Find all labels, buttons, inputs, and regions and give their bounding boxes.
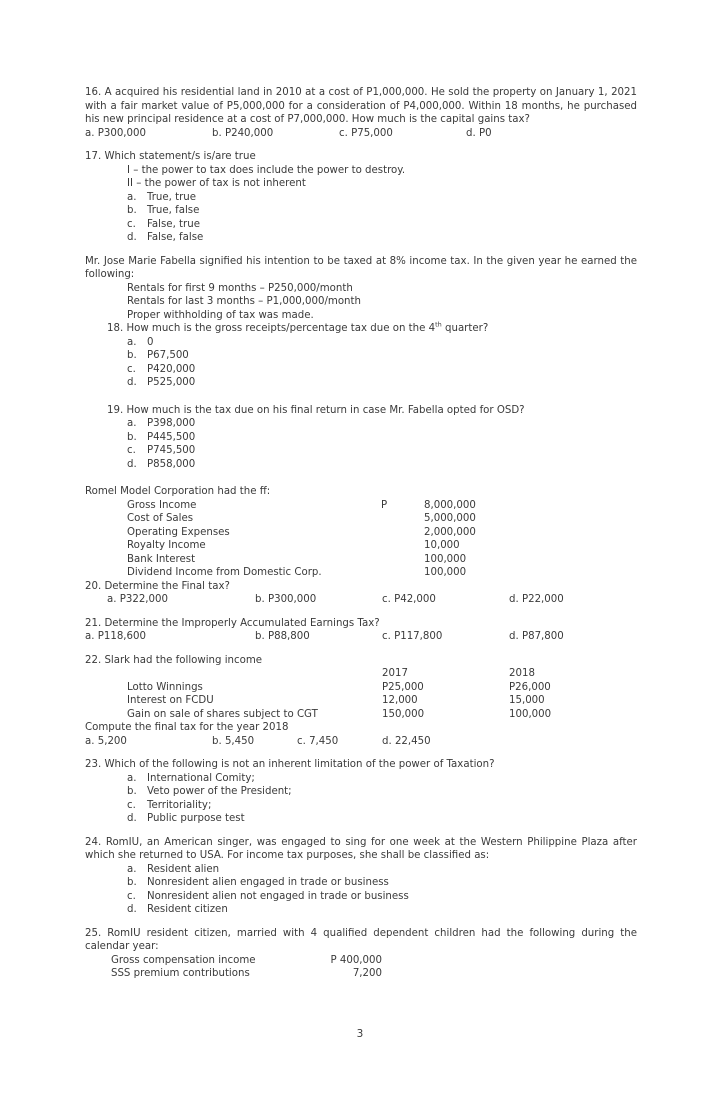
table-row: Gross compensation income P 400,000: [111, 954, 382, 966]
option-b: b. True, false: [127, 205, 200, 216]
option-c: c. False, true: [127, 218, 200, 230]
table-row: Lotto Winnings P25,000 P26,000: [127, 681, 551, 693]
question-25-text: 25. RomIU resident citizen, married with 4 qualified dependent children had the following during the calendar year:: [85, 927, 637, 952]
question-21-options: [85, 630, 637, 644]
fabella-line-1: Rentals for first 9 months – P250,000/month: [127, 282, 353, 294]
option-b: b. P300,000: [255, 594, 317, 605]
option-d: d. P0: [466, 127, 492, 139]
fabella-intro: Mr. Jose Marie Fabella signified his intention to be taxed at 8% income tax. In the given year he earned the following:: [85, 255, 637, 280]
romiu-table: [85, 954, 637, 981]
romel-table: [85, 499, 637, 580]
question-19-options: [85, 417, 637, 471]
option-a: a. P322,000: [107, 594, 168, 605]
option-d: d. 22,450: [382, 735, 431, 747]
table-row: SSS premium contributions 7,200: [111, 968, 382, 979]
question-22-text: 22. Slark had the following income: [85, 654, 263, 666]
question-17-options: [85, 191, 637, 245]
option-c: c. Territoriality;: [127, 799, 212, 811]
option-c: c. P75,000: [339, 127, 393, 139]
option-d: d. P22,000: [509, 594, 564, 605]
question-25: [85, 927, 637, 981]
question-21-text: 21. Determine the Improperly Accumulated Earnings Tax?: [85, 617, 380, 629]
question-20-text: 20. Determine the Final tax?: [85, 580, 230, 592]
question-18-text: 18. How much is the gross receipts/percentage tax due on the 4th quarter?: [107, 320, 489, 334]
option-a: a. 0: [127, 336, 154, 348]
fabella-case: [85, 255, 637, 472]
fabella-line-3: Proper withholding of tax was made.: [127, 309, 314, 321]
table-header: 2017 2018: [382, 668, 535, 679]
question-22: [85, 654, 637, 749]
question-23-options: [85, 772, 637, 826]
question-24-text: 24. RomIU, an American singer, was engaged to sing for one week at the Western Philippine Plaza after which she returned to USA. For income tax purposes, she shall be classified as:: [85, 836, 637, 861]
table-row: Royalty Income 10,000: [127, 540, 460, 551]
option-d: d. P87,800: [509, 631, 564, 642]
option-a: a. 5,200: [85, 735, 127, 747]
option-a: a. P300,000: [85, 127, 146, 139]
option-b: b. Nonresident alien engaged in trade or business: [127, 877, 389, 888]
option-b: b. Veto power of the President;: [127, 786, 292, 797]
page-number: 3: [356, 1028, 364, 1040]
option-a: a. Resident alien: [127, 863, 220, 875]
table-row: Dividend Income from Domestic Corp. 100,000: [127, 567, 467, 578]
option-d: d. False, false: [127, 232, 204, 243]
option-b: b. 5,450: [212, 735, 255, 747]
question-23-text: 23. Which of the following is not an inherent limitation of the power of Taxation?: [85, 759, 495, 770]
option-d: d. P525,000: [127, 377, 196, 388]
option-c: c. P745,500: [127, 445, 196, 456]
exam-page: [85, 86, 637, 991]
fabella-line-2: Rentals for last 3 months – P1,000,000/month: [127, 296, 361, 307]
table-row: Interest on FCDU 12,000 15,000: [127, 695, 545, 706]
question-19-text: 19. How much is the tax due on his final return in case Mr. Fabella opted for OSD?: [107, 404, 525, 416]
slark-table: [85, 667, 637, 721]
option-c: c. Nonresident alien not engaged in trade or business: [127, 890, 409, 902]
question-24-options: [85, 863, 637, 917]
question-16: [85, 86, 637, 140]
option-a: a. International Comity;: [127, 772, 255, 784]
statement-1: I – the power to tax does include the power to destroy.: [127, 164, 406, 176]
table-row: Gross Income P 8,000,000: [127, 499, 476, 511]
option-d: d. P858,000: [127, 458, 196, 470]
option-c: c. 7,450: [297, 735, 339, 747]
option-c: c. P42,000: [382, 594, 436, 605]
question-24: [85, 836, 637, 917]
option-d: d. Public purpose test: [127, 813, 245, 824]
question-17: [85, 150, 637, 245]
option-b: b. P88,800: [255, 631, 310, 642]
option-c: c. P117,800: [382, 631, 443, 642]
question-18-options: [85, 336, 637, 390]
question-16-options: [85, 127, 637, 141]
question-22-prompt: Compute the final tax for the year 2018: [85, 722, 289, 733]
question-17-text: 17. Which statement/s is/are true: [85, 151, 256, 162]
table-row: Operating Expenses 2,000,000: [127, 526, 476, 538]
question-23: [85, 758, 637, 826]
statement-2: II – the power of tax is not inherent: [127, 178, 306, 189]
question-22-options: [85, 735, 637, 749]
question-16-text: 16. A acquired his residential land in 2010 at a cost of P1,000,000. He sold the property on January 1, 2021 with a fair market value of P5,000,000 for a consideration of P4,000,000. Within 18 months, he purchased his new principal residence at a cost of P7,000,000. How much is the capital gains tax?: [85, 87, 637, 125]
option-a: a. P118,600: [85, 631, 146, 642]
option-a: a. P398,000: [127, 418, 196, 429]
table-row: Gain on sale of shares subject to CGT 150,000 100,000: [127, 708, 552, 720]
option-b: b. P445,500: [127, 431, 196, 443]
option-a: a. True, true: [127, 191, 197, 203]
option-d: d. Resident citizen: [127, 904, 228, 915]
question-21: [85, 617, 637, 644]
option-b: b. P240,000: [212, 127, 274, 139]
option-c: c. P420,000: [127, 363, 196, 375]
table-row: Cost of Sales 5,000,000: [127, 513, 476, 524]
option-b: b. P67,500: [127, 350, 189, 361]
romel-case: [85, 485, 637, 607]
romel-intro: Romel Model Corporation had the ff:: [85, 486, 271, 497]
question-20-options: [85, 593, 637, 607]
table-row: Bank Interest 100,000: [127, 553, 467, 565]
